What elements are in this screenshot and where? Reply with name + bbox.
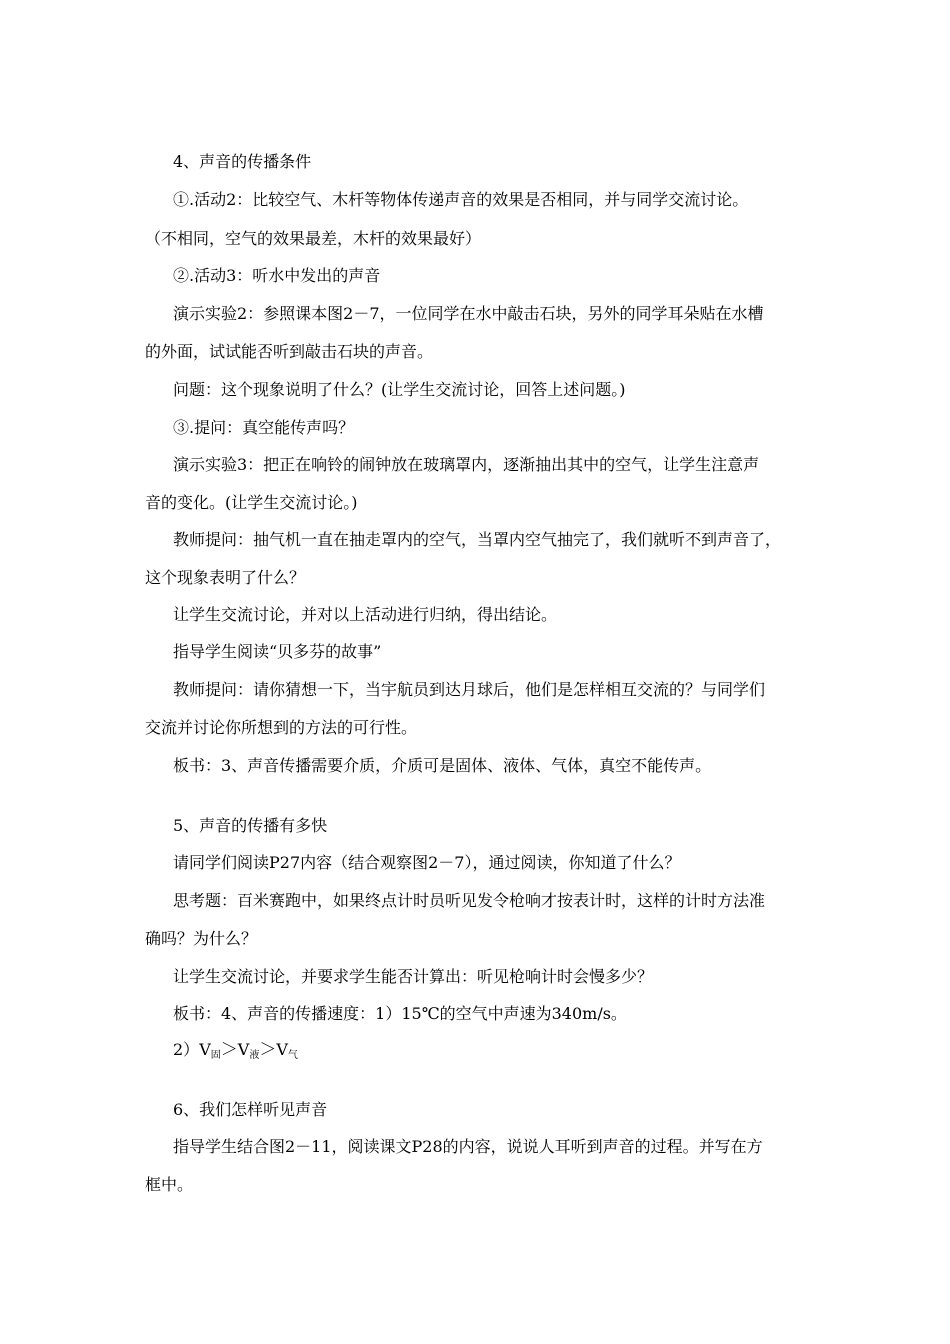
- greater-than-sign: ＞: [220, 1040, 238, 1060]
- discussion-text: 让学生交流讨论，并对以上活动进行归纳，得出结论。: [173, 605, 558, 624]
- liquid-subscript: 液: [249, 1050, 260, 1061]
- activity-2-answer: （不相同，空气的效果最差，木杆的效果最好）: [145, 229, 482, 248]
- speed-order-formula: [173, 1040, 298, 1063]
- section-6-heading: 6、我们怎样听见声音: [173, 1100, 328, 1119]
- v-gas: V: [276, 1040, 288, 1059]
- activity-3-text: ②.活动3：听水中发出的声音: [173, 266, 381, 285]
- teacher-question: 教师提问：抽气机一直在抽走罩内的空气，当罩内空气抽完了，我们就听不到声音了，: [173, 530, 782, 549]
- reading-guide: 指导学生阅读“贝多芬的故事”: [173, 642, 382, 661]
- greater-than-sign: ＞: [259, 1040, 277, 1060]
- demo-2-text: 演示实验2：参照课本图2－7，一位同学在水中敲击石块，另外的同学耳朵贴在水槽: [173, 304, 764, 323]
- v-liquid: V: [237, 1040, 250, 1059]
- demo-3-text: 演示实验3：把正在响铃的闹钟放在玻璃罩内，逐渐抽出其中的空气，让学生注意声: [173, 455, 760, 474]
- think-question-continued: 确吗？为什么？: [145, 929, 258, 948]
- ear-guide-text: 指导学生结合图2－11，阅读课文P28的内容，说说人耳听到声音的过程。并写在方: [173, 1137, 763, 1156]
- section-5-heading: 5、声音的传播有多快: [173, 816, 328, 835]
- section-4-heading: 4、声音的传播条件: [173, 152, 312, 171]
- board-note-4: 板书：4、声音的传播速度：1）15℃的空气中声速为340m/s。: [173, 1004, 627, 1023]
- activity-2-text: ①.活动2：比较空气、木杆等物体传递声音的效果是否相同，并与同学交流讨论。: [173, 190, 749, 209]
- formula-prefix: 2）: [173, 1040, 200, 1059]
- solid-subscript: 固: [210, 1050, 221, 1061]
- ear-guide-continued: 框中。: [145, 1175, 194, 1194]
- think-question: 思考题：百米赛跑中，如果终点计时员听见发令枪响才按表计时，这样的计时方法准: [173, 891, 766, 910]
- demo-3-continued: 音的变化。(让学生交流讨论。): [145, 493, 358, 512]
- moon-question-continued: 交流并讨论你所想到的方法的可行性。: [145, 718, 418, 737]
- read-p27-text: 请同学们阅读P27内容（结合观察图2－7），通过阅读，你知道了什么？: [173, 853, 681, 872]
- teacher-question-continued: 这个现象表明了什么？: [145, 568, 306, 587]
- vacuum-question: ③.提问：真空能传声吗？: [173, 418, 355, 437]
- gas-subscript: 气: [287, 1050, 298, 1061]
- board-note-3: 板书：3、声音传播需要介质，介质可是固体、液体、气体，真空不能传声。: [173, 756, 712, 775]
- moon-question: 教师提问：请你猜想一下，当宇航员到达月球后，他们是怎样相互交流的？与同学们: [173, 680, 766, 699]
- question-text: 问题：这个现象说明了什么？(让学生交流讨论，回答上述问题。): [173, 380, 626, 399]
- calculation-text: 让学生交流讨论，并要求学生能否计算出：听见枪响计时会慢多少？: [173, 967, 654, 986]
- v-solid: V: [199, 1040, 211, 1059]
- demo-2-continued: 的外面，试试能否听到敲击石块的声音。: [145, 342, 434, 361]
